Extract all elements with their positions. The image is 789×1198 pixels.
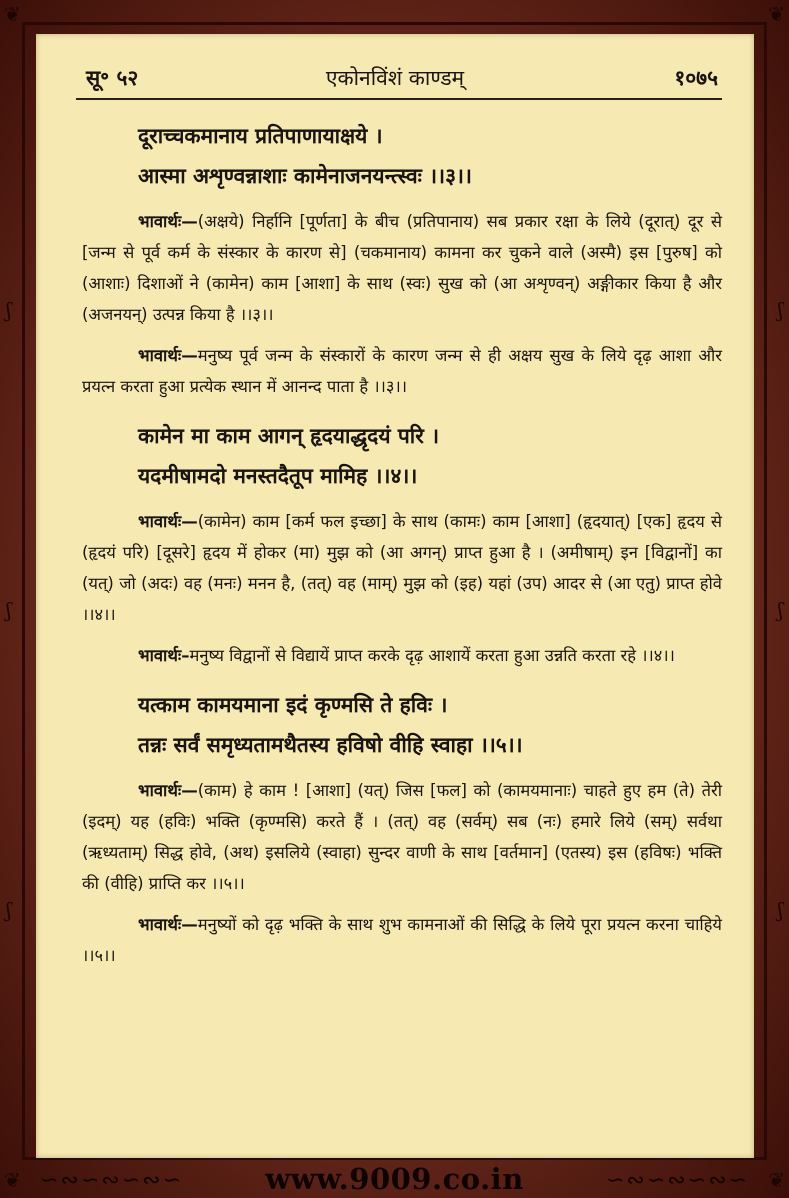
- header-divider: [76, 98, 722, 100]
- summary-paragraph: [82, 909, 722, 971]
- commentary-label: भावार्थः—: [138, 512, 198, 531]
- website-link[interactable]: www.9009.co.in: [265, 1162, 524, 1196]
- corner-ornament-icon: ❦: [4, 2, 21, 26]
- commentary-text: (कामेन) काम [कर्म फल इच्छा] के साथ (कामः) काम [आशा] (हृदयात्) [एक] हृदय से (हृदयं परि) [दूसरे] हृदय में होकर (मा) मुझ को (आ अगन्) प्राप्त हुआ है । (अमीषाम्) इन [विद्वानों] का (यत्) जो (अदः) वह (मनः) मनन है, (तत्) वह (माम्) मुझ को (इह) यहां (उप) आदर से (आ एतु) प्राप्त होवे ।।४।।: [82, 512, 722, 624]
- page-number: १०७५: [674, 66, 718, 90]
- commentary-label: भावार्थः—: [138, 781, 198, 800]
- summary-text: मनुष्य विद्वानों से विद्यायें प्राप्त करके दृढ़ आशायें करता हुआ उन्नति करता रहे ।।४।।: [189, 646, 675, 665]
- sukta-number: सू॰ ५२: [86, 66, 139, 90]
- commentary-paragraph: [82, 775, 722, 899]
- mantra-line: तन्नः सर्वं समृध्यतामथैतस्य हविषो वीहि स्वाहा ।।५।।: [138, 733, 523, 757]
- corner-ornament-icon: ❦: [768, 2, 785, 26]
- side-ornament-icon: ʃ: [777, 898, 783, 922]
- kanda-title: एकोनविंशं काण्डम्: [325, 66, 465, 90]
- side-ornament-icon: ʃ: [6, 598, 12, 622]
- side-ornament-icon: ʃ: [777, 598, 783, 622]
- footer-ornament-icon: ∽∾∽∾∽∾∽: [605, 1168, 749, 1193]
- side-ornament-icon: ʃ: [6, 898, 12, 922]
- commentary-paragraph: [82, 206, 722, 330]
- side-ornament-icon: ʃ: [777, 298, 783, 322]
- corner-ornament-icon: ❦: [768, 1168, 785, 1192]
- footer-ornament-icon: ∽∾∽∾∽∾∽: [40, 1168, 184, 1193]
- commentary-paragraph: [82, 506, 722, 630]
- book-page: [36, 34, 754, 1158]
- mantra-line: यत्काम कामयमाना इदं कृण्मसि ते हविः ।: [138, 693, 448, 717]
- page-content: [82, 116, 722, 977]
- commentary-text: (काम) हे काम ! [आशा] (यत्) जिस [फल] को (कामयमानाः) चाहते हुए हम (ते) तेरी (इदम्) यह (हविः) भक्ति (कृण्मसि) करते हैं । (तत्) वह (सर्वम्) सब (नः) हमारे लिये (सम्) सर्वथा (ऋध्यताम्) सिद्ध होवे, (अथ) इसलिये (स्वाहा) सुन्दर वाणी के साथ [वर्तमान] (एतस्य) इस (हविषः) भक्ति की (वीहि) प्राप्ति कर ।।५।।: [82, 781, 722, 893]
- site-footer: [0, 1162, 789, 1198]
- commentary-text: (अक्षये) निर्हानि [पूर्णता] के बीच (प्रतिपानाय) सब प्रकार रक्षा के लिये (दूरात्) दूर से [जन्म से पूर्व कर्म के संस्कार के कारण से] (चकमानाय) कामना कर चुकने वाले (अस्मै) इस [पुरुष] को (आशाः) दिशाओं ने (कामेन) काम [आशा] के साथ (स्वः) सुख को (आ अशृण्वन्) अङ्गीकार किया है और (अजनयन्) उत्पन्न किया है ।।३।।: [82, 212, 722, 324]
- summary-label: भावार्थः—: [138, 346, 198, 365]
- summary-paragraph: [82, 340, 722, 402]
- summary-label: भावार्थः–: [138, 646, 190, 665]
- summary-label: भावार्थः—: [138, 915, 198, 934]
- summary-text: मनुष्यों को दृढ़ भक्ति के साथ शुभ कामनाओं की सिद्धि के लिये पूरा प्रयत्न करना चाहिये ।।५।।: [82, 915, 722, 965]
- page-header: [36, 60, 754, 100]
- corner-ornament-icon: ❦: [4, 1168, 21, 1192]
- side-ornament-icon: ʃ: [6, 298, 12, 322]
- commentary-label: भावार्थः—: [138, 212, 198, 231]
- mantra-line: दूराच्चकमानाय प्रतिपाणायाक्षये ।: [138, 124, 383, 148]
- mantra-line: आस्मा अशृण्वन्नाशाः कामेनाजनयन्त्स्वः ।।३।।: [138, 164, 472, 188]
- mantra-line: कामेन मा काम आगन् हृदयाद्धृदयं परि ।: [138, 424, 440, 448]
- summary-text: मनुष्य पूर्व जन्म के संस्कारों के कारण जन्म से ही अक्षय सुख के लिये दृढ़ आशा और प्रयत्न करता हुआ प्रत्येक स्थान में आनन्द पाता है ।।३।।: [82, 346, 722, 396]
- mantra-line: यदमीषामदो मनस्तदैतूप मामिह ।।४।।: [138, 464, 418, 488]
- summary-paragraph: [82, 640, 722, 671]
